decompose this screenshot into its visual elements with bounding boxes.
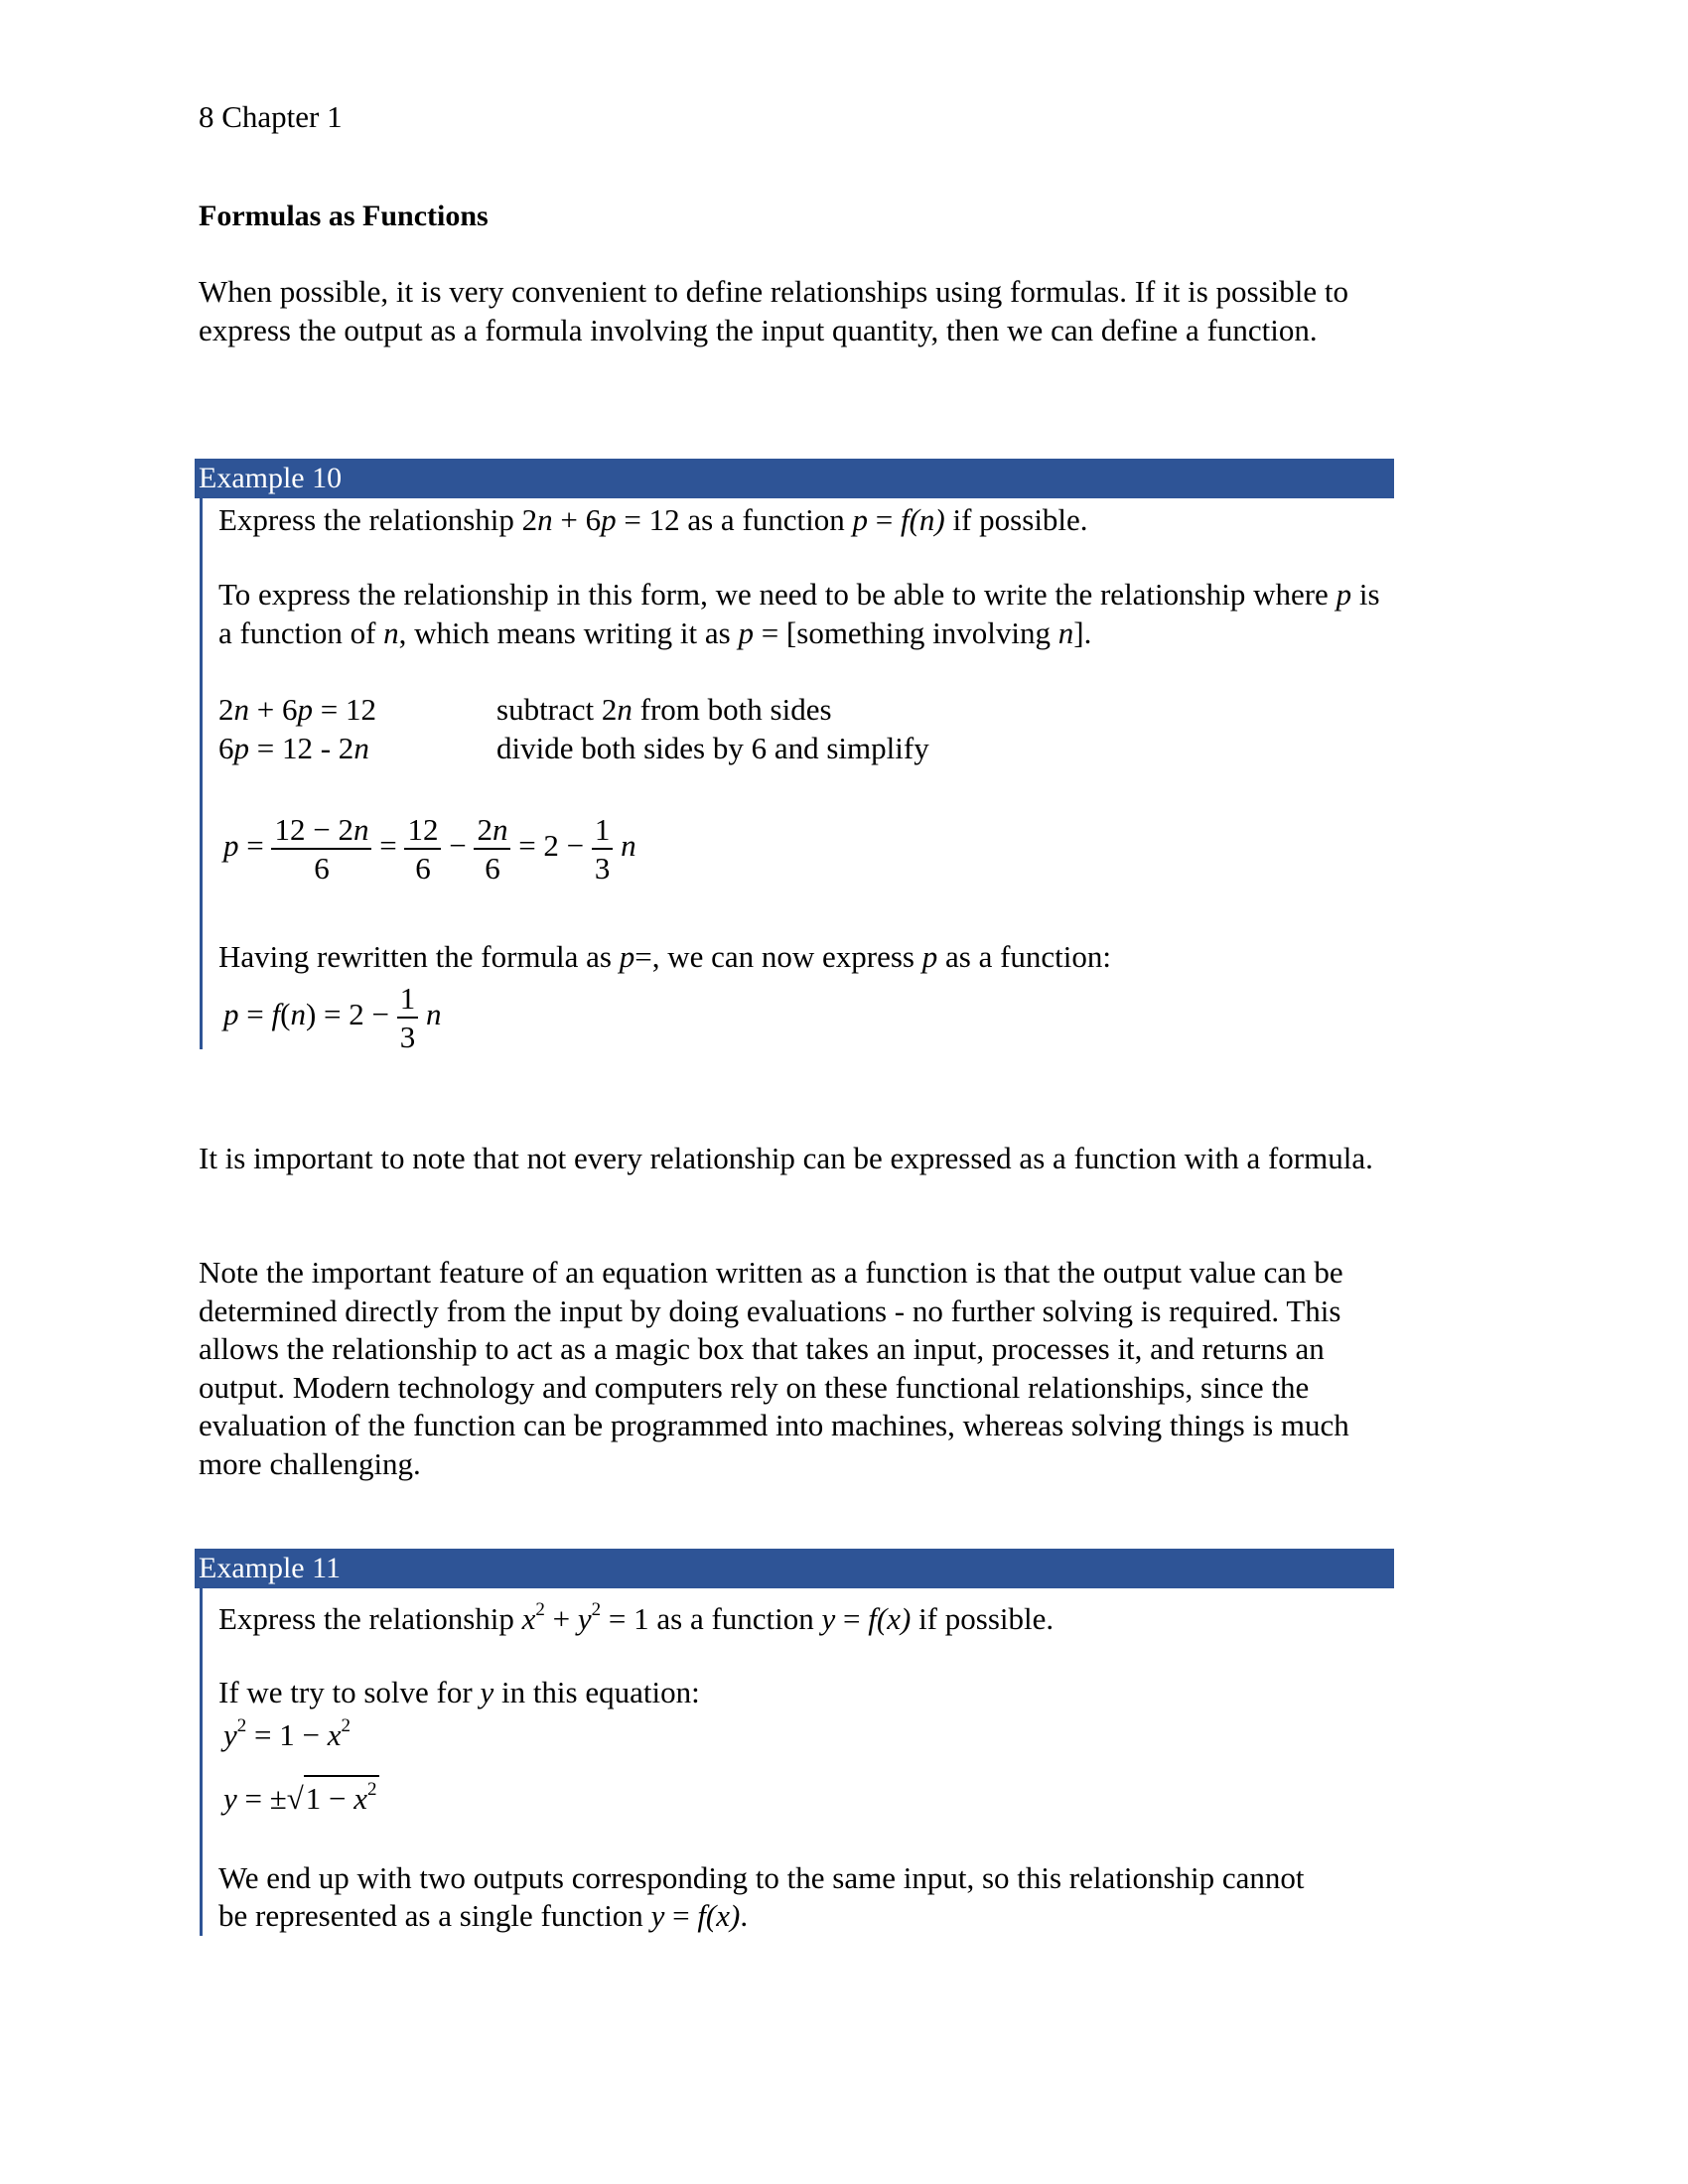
example-11-step-1: $y^2 = 1 - x^2$ xyxy=(223,1715,351,1752)
step-2-note: divide both sides by 6 and simplify xyxy=(496,731,929,765)
intro-paragraph: When possible, it is very convenient to define relationships using formulas. If it is possible to express the output as a formula involving the input quantity, then we can define a function. xyxy=(199,274,1349,347)
section-title: Formulas as Functions xyxy=(199,200,489,232)
example-10-step-notes xyxy=(496,690,929,767)
example-11-conclusion-line-2: be represented as a single function y = f(x). xyxy=(218,1898,749,1933)
example-10-rule xyxy=(200,498,203,1049)
example-10-function-result: p = f(n) = 2 − $\frac{1}{3}$ n xyxy=(223,981,442,1054)
example-10-prompt: Express the relationship 2n + 6p = 12 as a function p = f(n) if possible. xyxy=(218,502,1088,537)
example-11-solve-text: If we try to solve for y in this equation: xyxy=(218,1675,700,1709)
step-2-equation: 6p = 12 - 2n xyxy=(218,731,369,765)
example-11-header: Example 11 xyxy=(195,1549,1394,1588)
example-10-final-text: Having rewritten the formula as p=, we can now express p as a function: xyxy=(218,939,1112,974)
paragraph-3: Note the important feature of an equation written as a function is that the output value can be determined directly from the input by doing evaluations - no further solving is required. This allows the relationship to act as a magic box that takes an input, processes it, and returns an output. Modern technology and computers rely on these functional relationships, since the evaluation of the function can be programmed into machines, whereas solving things is much more challenging. xyxy=(199,1255,1349,1481)
step-1-equation: 2n + 6p = 12 xyxy=(218,692,376,727)
example-11-conclusion-line-1: We end up with two outputs corresponding to the same input, so this relationship cannot xyxy=(218,1860,1305,1895)
example-10-simplification: p = $\frac{12 - 2n}{6}$ = $\frac{12}{6}$ − $\frac{2n}{6}$ = 2 − $\frac{1}{3}$ n xyxy=(223,812,636,886)
example-11-rule xyxy=(200,1588,203,1936)
example-10-header: Example 10 xyxy=(195,459,1394,498)
example-10-explanation: To express the relationship in this form, we need to be able to write the relationship where p is a function of n, which means writing it as p = [something involving n]. xyxy=(218,577,1380,650)
example-10-equations xyxy=(218,690,376,767)
step-1-note: subtract 2n from both sides xyxy=(496,692,832,727)
example-11-prompt: Express the relationship $x^2 + y^2 = 1$ as a function y = f(x) if possible. xyxy=(218,1599,1055,1636)
running-head: 8 Chapter 1 xyxy=(199,99,343,134)
example-11-step-2: $y = \pm√1 - x^2$ xyxy=(223,1775,379,1817)
paragraph-2: It is important to note that not every relationship can be expressed as a function with a formula. xyxy=(199,1141,1373,1175)
